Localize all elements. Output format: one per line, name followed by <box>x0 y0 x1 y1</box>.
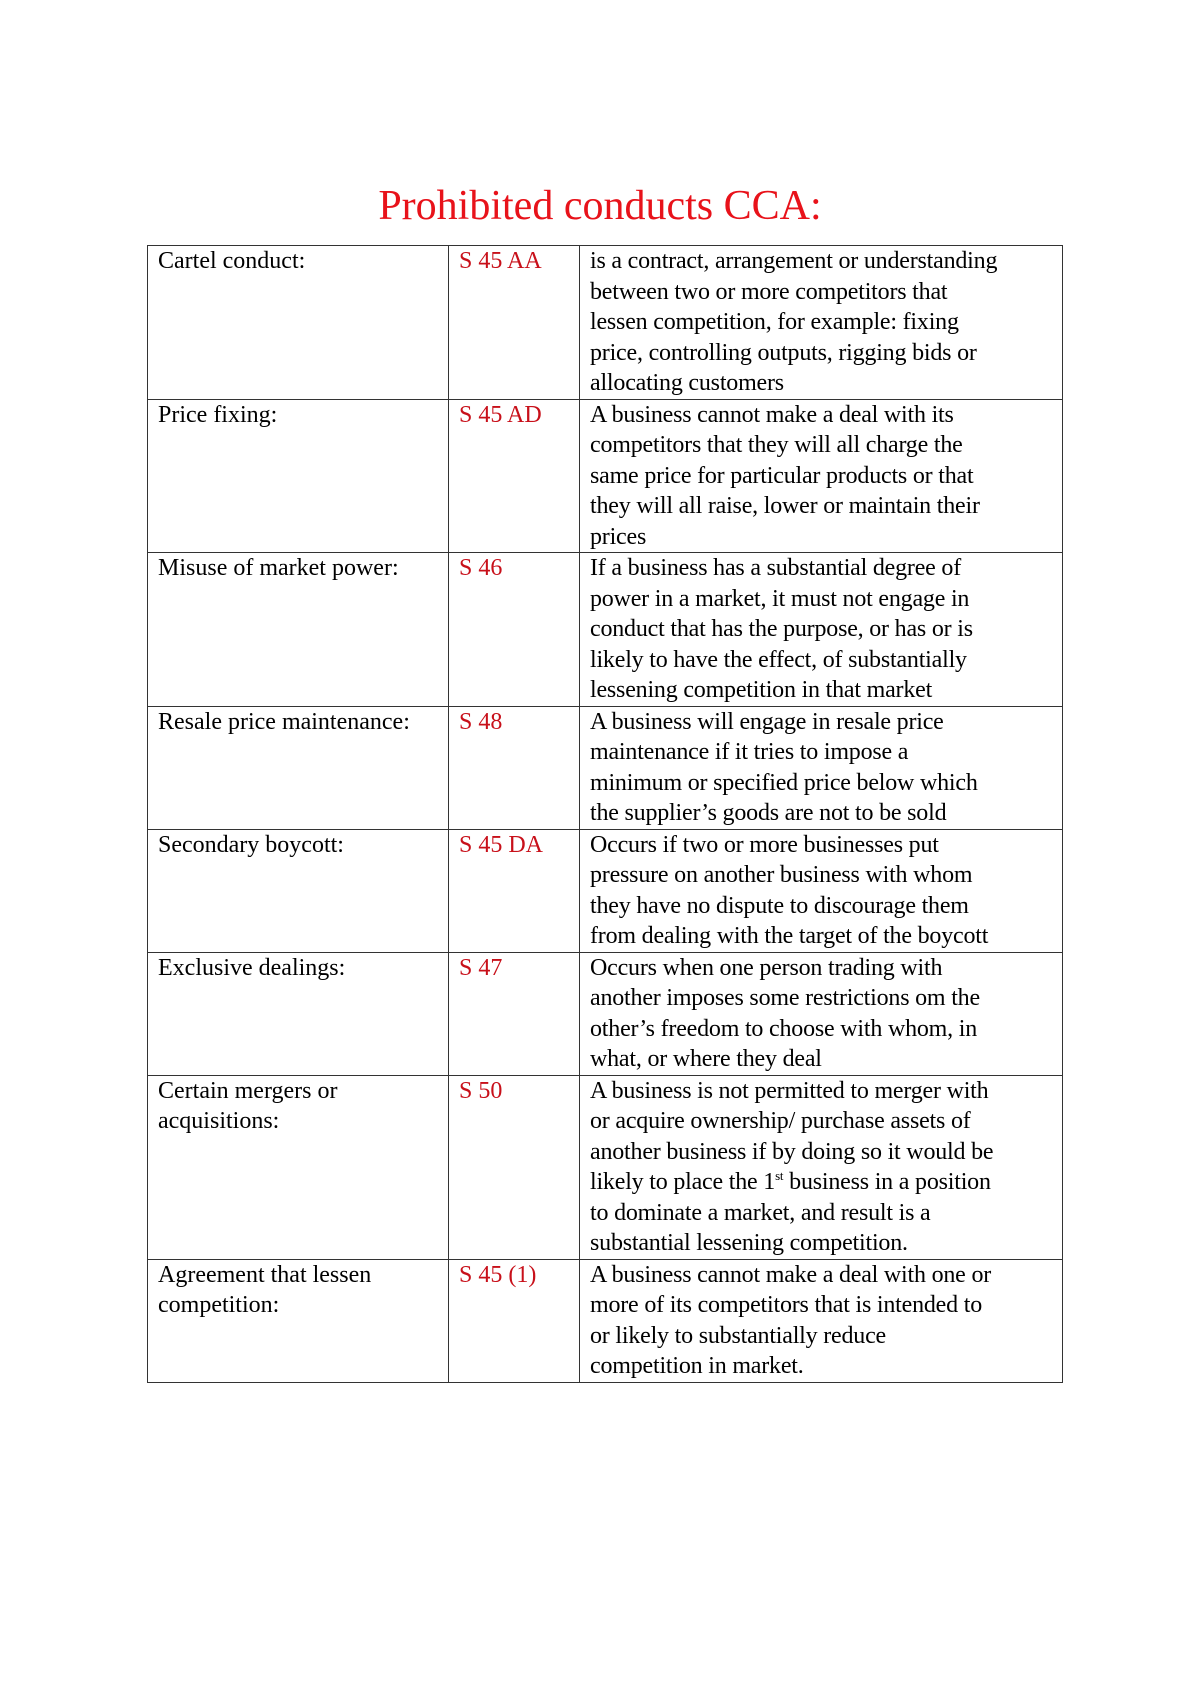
description-line: same price for particular products or that <box>590 462 974 489</box>
description-cell <box>580 1075 1063 1259</box>
conduct-line: Cartel conduct: <box>158 248 306 274</box>
prohibited-conducts-table <box>147 245 1063 1383</box>
description-line: to dominate a market, and result is a <box>590 1199 931 1226</box>
description-line: conduct that has the purpose, or has or is <box>590 616 973 642</box>
description-line: A business is not permitted to merger with <box>590 1077 989 1104</box>
description-line: lessening competition in that market <box>590 677 933 703</box>
description-cell <box>580 399 1063 553</box>
description-line: A business cannot make a deal with one or <box>590 1261 992 1288</box>
table-row <box>148 1259 1063 1382</box>
description-line: minimum or specified price below which <box>590 769 978 796</box>
section-reference: S 45 (1) <box>459 1261 537 1288</box>
description-cell <box>580 246 1063 400</box>
description-cell <box>580 553 1063 707</box>
description-cell <box>580 952 1063 1075</box>
description-line: lessen competition, for example: fixing <box>590 309 959 335</box>
description-cell <box>580 706 1063 829</box>
conduct-cell <box>148 829 449 952</box>
section-reference: S 47 <box>459 954 503 981</box>
conduct-cell <box>148 399 449 553</box>
description-line: competitors that they will all charge the <box>590 432 963 458</box>
conduct-cell <box>148 706 449 829</box>
section-reference: S 48 <box>459 708 503 735</box>
conduct-line: Certain mergers or <box>158 1077 338 1104</box>
description-line: substantial lessening competition. <box>590 1230 908 1256</box>
description-line: price, controlling outputs, rigging bids or <box>590 339 977 366</box>
conduct-cell <box>148 952 449 1075</box>
section-cell <box>449 829 580 952</box>
description-line: another imposes some restrictions om the <box>590 985 980 1011</box>
description-line: Occurs if two or more businesses put <box>590 831 939 858</box>
table-row <box>148 829 1063 952</box>
section-cell <box>449 706 580 829</box>
conduct-cell <box>148 246 449 400</box>
section-reference: S 50 <box>459 1077 503 1104</box>
description-line: likely to have the effect, of substantially <box>590 646 967 673</box>
description-line: from dealing with the target of the boycott <box>590 923 989 949</box>
section-cell <box>449 1259 580 1382</box>
description-line: other’s freedom to choose with whom, in <box>590 1015 978 1042</box>
document-title: Prohibited conducts CCA: <box>378 183 822 229</box>
table-row <box>148 399 1063 553</box>
description-line: If a business has a substantial degree of <box>590 555 962 581</box>
conduct-line: acquisitions: <box>158 1108 280 1134</box>
section-cell <box>449 1075 580 1259</box>
section-reference: S 45 DA <box>459 831 544 858</box>
description-line: is a contract, arrangement or understanding <box>590 248 998 274</box>
conduct-cell <box>148 1259 449 1382</box>
description-line: they will all raise, lower or maintain their <box>590 493 980 519</box>
conduct-line: Price fixing: <box>158 401 278 428</box>
conduct-line: competition: <box>158 1292 280 1318</box>
description-line: competition in market. <box>590 1353 804 1379</box>
table-row <box>148 1075 1063 1259</box>
description-line: likely to place the 1st business in a position <box>590 1168 991 1195</box>
description-line: A business cannot make a deal with its <box>590 401 954 428</box>
section-cell <box>449 553 580 707</box>
description-line: maintenance if it tries to impose a <box>590 739 909 765</box>
conduct-cell <box>148 1075 449 1259</box>
conduct-line: Secondary boycott: <box>158 831 344 858</box>
description-line: or likely to substantially reduce <box>590 1322 886 1349</box>
description-line: Occurs when one person trading with <box>590 954 943 981</box>
section-reference: S 45 AA <box>459 248 542 274</box>
description-line: they have no dispute to discourage them <box>590 892 969 919</box>
description-line: allocating customers <box>590 370 784 396</box>
conduct-cell <box>148 553 449 707</box>
section-cell <box>449 246 580 400</box>
description-line: pressure on another business with whom <box>590 862 973 888</box>
section-reference: S 45 AD <box>459 401 542 428</box>
description-line: what, or where they deal <box>590 1046 822 1072</box>
superscript: st <box>775 1168 784 1183</box>
description-line: another business if by doing so it would be <box>590 1138 994 1165</box>
description-line: power in a market, it must not engage in <box>590 585 970 612</box>
description-line: prices <box>590 523 647 550</box>
description-line: A business will engage in resale price <box>590 708 944 735</box>
section-cell <box>449 399 580 553</box>
description-cell <box>580 1259 1063 1382</box>
conduct-line: Misuse of market power: <box>158 555 399 581</box>
conduct-line: Agreement that lessen <box>158 1261 372 1288</box>
section-reference: S 46 <box>459 555 503 581</box>
table-row <box>148 553 1063 707</box>
conduct-line: Resale price maintenance: <box>158 708 410 735</box>
section-cell <box>449 952 580 1075</box>
description-line: more of its competitors that is intended to <box>590 1292 982 1318</box>
table-row <box>148 952 1063 1075</box>
description-line: between two or more competitors that <box>590 278 948 305</box>
conduct-line: Exclusive dealings: <box>158 954 346 981</box>
description-line: or acquire ownership/ purchase assets of <box>590 1108 971 1134</box>
description-cell <box>580 829 1063 952</box>
description-line: the supplier’s goods are not to be sold <box>590 800 947 826</box>
table-row <box>148 706 1063 829</box>
table-row <box>148 246 1063 400</box>
